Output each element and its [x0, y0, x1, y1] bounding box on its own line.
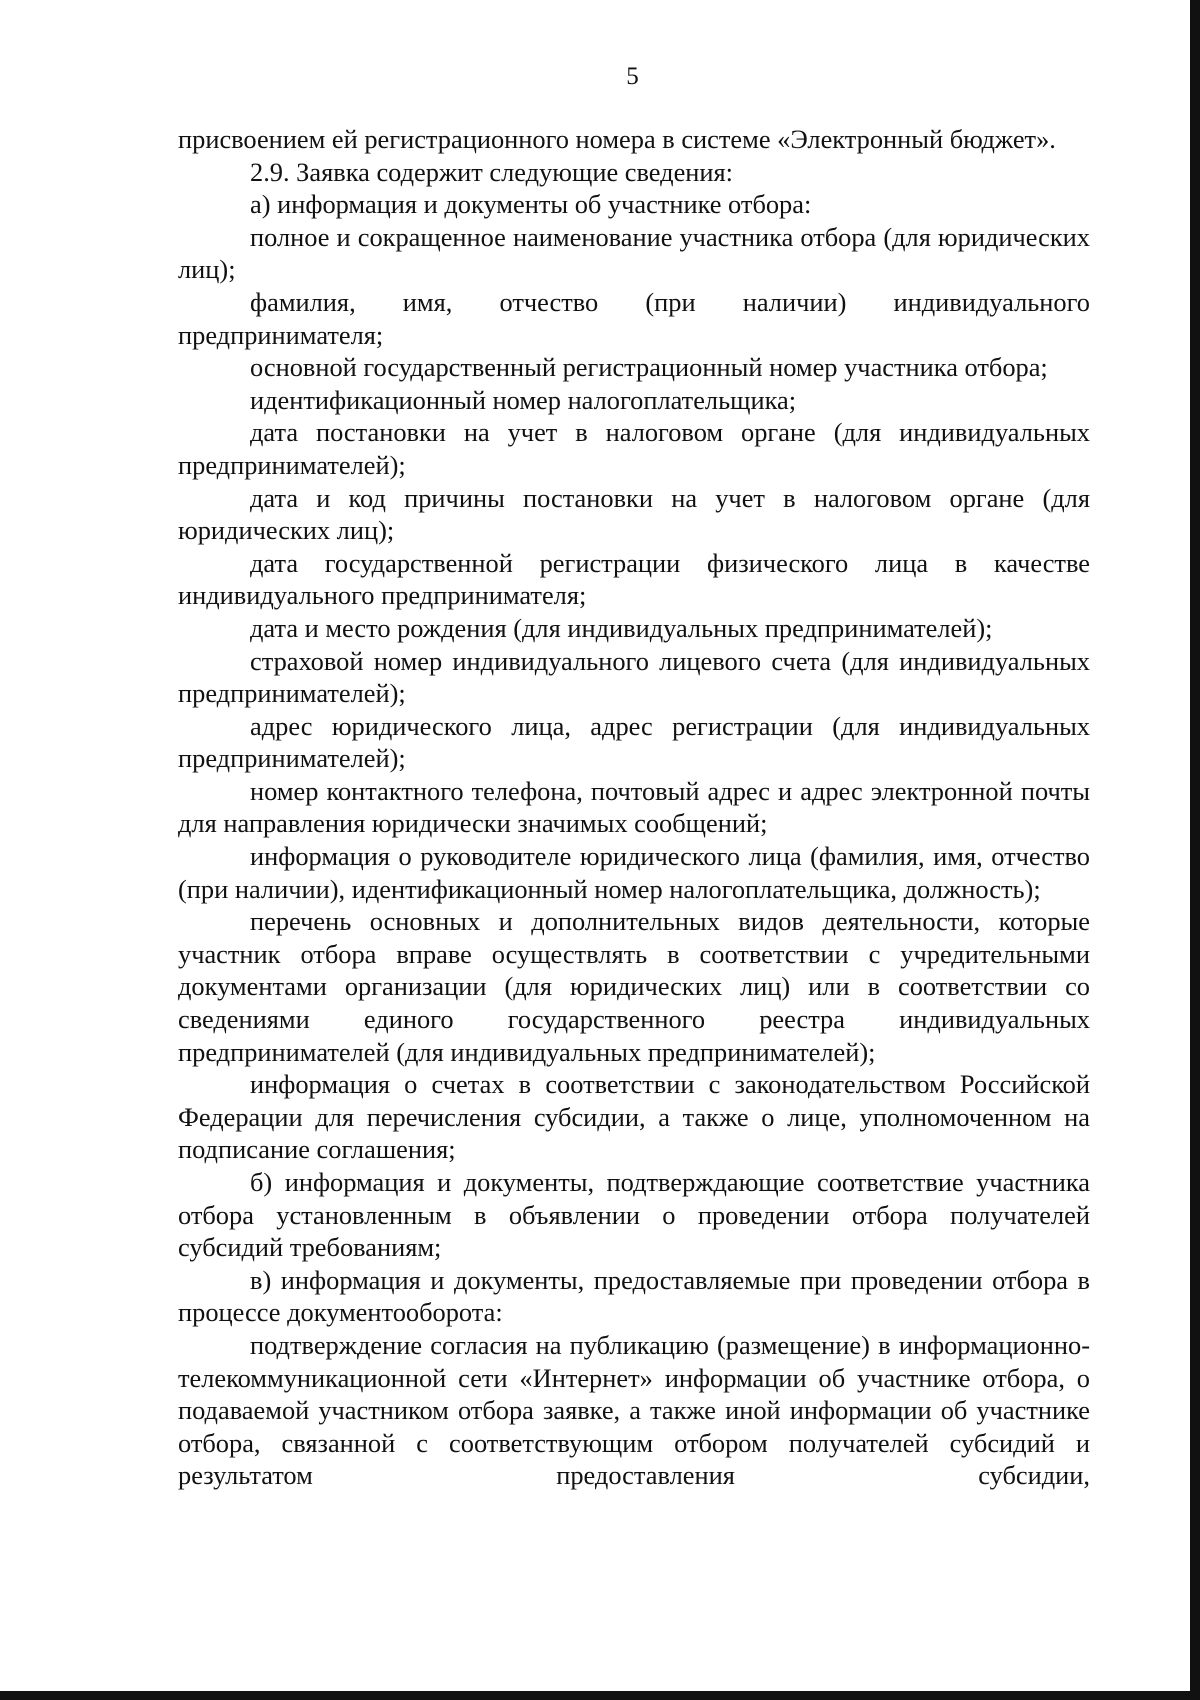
paragraph-8: дата постановки на учет в налоговом органе (для индивидуальных предпринимателей); [178, 417, 1090, 480]
document-body [178, 123, 1090, 1492]
paragraph-20: подтверждение согласия на публикацию (размещение) в информационно-телекоммуникационной сети «Интернет» информации об участнике отбора, о подаваемой участником отбора заявке, а также иной информации об участнике отбора, связанной с соответствующим отбором получателей субсидий и результатом предоставления субсидии, [178, 1329, 1090, 1491]
paragraph-9: дата и код причины постановки на учет в налоговом органе (для юридических лиц); [178, 482, 1090, 546]
paragraph-17: информация о счетах в соответствии с законодательством Российской Федерации для перечисления субсидии, а также о лице, уполномоченном на подписание соглашения; [178, 1069, 1090, 1165]
page-number: 5 [626, 63, 639, 90]
paragraph-12: страховой номер индивидуального лицевого счета (для индивидуальных предпринимателей); [178, 645, 1090, 709]
scan-border-right [1190, 0, 1200, 1700]
paragraph-13: адрес юридического лица, адрес регистрации (для индивидуальных предпринимателей); [178, 710, 1090, 774]
paragraph-16: перечень основных и дополнительных видов деятельности, которые участник отбора вправе осуществлять в соответствии с учредительными документами организации (для юридических лиц) или в соответствии со сведениями единого государственного реестра индивидуальных предпринимателей (для индивидуальных предпринимателей); [178, 906, 1090, 1067]
paragraph-19: в) информация и документы, предоставляемые при проведении отбора в процессе документооборота: [178, 1264, 1090, 1328]
paragraph-1: присвоением ей регистрационного номера в системе «Электронный бюджет». [178, 124, 1056, 154]
paragraph-3: а) информация и документы об участнике отбора: [250, 189, 812, 220]
paragraph-7: идентификационный номер налогоплательщика; [250, 384, 797, 415]
paragraph-4: полное и сокращенное наименование участника отбора (для юридических лиц); [178, 221, 1090, 285]
paragraph-5: фамилия, имя, отчество (при наличии) индивидуального предпринимателя; [178, 286, 1090, 350]
paragraph-6: основной государственный регистрационный номер участника отбора; [250, 352, 1048, 383]
scan-border-bottom [0, 1691, 1200, 1700]
paragraph-14: номер контактного телефона, почтовый адрес и адрес электронной почты для направления юридически значимых сообщений; [178, 775, 1090, 839]
paragraph-2: 2.9. Заявка содержит следующие сведения: [250, 156, 734, 187]
paragraph-18: б) информация и документы, подтверждающие соответствие участника отбора установленным в объявлении о проведении отбора получателей субсидий требованиям; [178, 1167, 1090, 1263]
paragraph-15: информация о руководителе юридического лица (фамилия, имя, отчество (при наличии), идентификационный номер налогоплательщика, должность); [178, 841, 1090, 904]
paragraph-11: дата и место рождения (для индивидуальных предпринимателей); [250, 612, 993, 643]
paragraph-10: дата государственной регистрации физического лица в качестве индивидуального предпринимателя; [178, 547, 1090, 611]
